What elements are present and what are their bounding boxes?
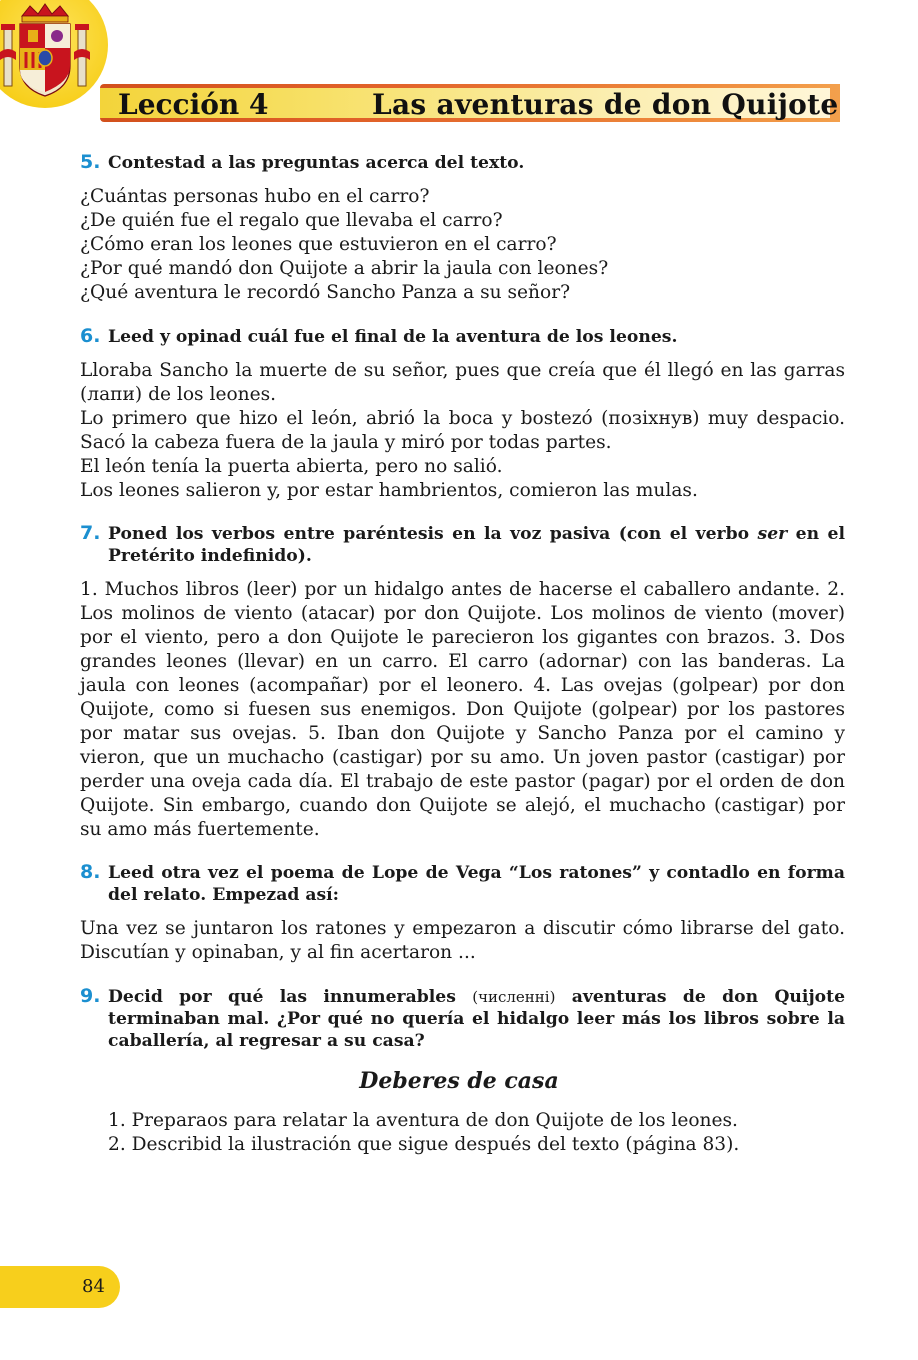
instruction-text: Leed y opinad cuál fue el final de la aventura de los leones.	[108, 327, 678, 347]
paragraph: Lo primero que hizo el león, abrió la boca y bostezó (позіхнув) muy despacio. Sacó la cabeza fuera de la jaula y miró por todas partes.	[80, 408, 845, 453]
instruction-text: Leed otra vez el poema de Lope de Vega “Los ratones” y contadlo en forma del relato. Empezad así:	[108, 863, 845, 905]
question: ¿Qué aventura le recordó Sancho Panza a su señor?	[80, 282, 571, 303]
exercise-5	[80, 152, 845, 305]
question: ¿De quién fue el regalo que llevaba el carro?	[80, 210, 503, 231]
question: ¿Por qué mandó don Quijote a abrir la jaula con leones?	[80, 258, 609, 279]
homework-title: Deberes de casa	[359, 1068, 559, 1094]
question: ¿Cómo eran los leones que estuvieron en el carro?	[80, 234, 557, 255]
exercise-7-text: 1. Muchos libros (leer) por un hidalgo antes de hacerse el caballero andante. 2. Los molinos de viento (atacar) por don Quijote. Los molinos de viento (mover) por el viento, pero a don Quijote le parecieron los gigantes con brazos. 3. Dos grandes leones (llevar) en un carro. El carro (adornar) con las banderas. La jaula con leones (acompañar) por el leonero. 4. Las ovejas (golpear) por don Quijote, como si fuesen sus enemigos. Don Quijote (golpear) por los pastores por matar sus ovejas. 5. Iban don Quijote y Sancho Panza por el camino y vieron, que un muchacho (castigar) por su amo. Un joven pastor (castigar) por perder una oveja cada día. El trabajo de este pastor (pagar) por el orden de don Quijote. Sin embargo, cuando don Quijote se alejó, el muchacho (castigar) por su amo más fuertemente.	[80, 579, 845, 840]
question: ¿Cuántas personas hubo en el carro?	[80, 186, 430, 207]
instruction-text: Decid por qué las innumerables	[108, 987, 473, 1007]
exercise-8-instruction	[80, 862, 845, 906]
homework-item: 1. Preparaos para relatar la aventura de don Quijote de los leones.	[108, 1110, 738, 1131]
exercise-5-instruction	[80, 152, 845, 174]
instruction-text: Contestad a las preguntas acerca del texto.	[108, 153, 525, 173]
instruction-text: aventuras de don Quijote terminaban mal. ¿Por qué no quería el hidalgo leer más los libros sobre la caballería, al regresar a su casa?	[108, 987, 846, 1051]
spain-coat-of-arms-emblem	[0, 0, 108, 108]
exercise-5-questions	[80, 185, 845, 305]
homework-list	[108, 1109, 739, 1157]
lesson-title: Las aventuras de don Quijote	[372, 88, 839, 121]
instruction-text: en el Pretérito indefinido).	[108, 524, 845, 566]
exercise-number: 8.	[80, 861, 101, 883]
page-number: 84	[82, 1276, 105, 1297]
exercise-9-instruction	[80, 986, 845, 1052]
exercise-8	[80, 862, 845, 965]
exercise-8-text: Una vez se juntaron los ratones y empezaron a discutir cómo librarse del gato. Discutían y opinaban, y al fin acertaron ...	[80, 918, 845, 963]
instruction-emphasis: ser	[757, 524, 788, 544]
lesson-number: Lección 4	[118, 88, 269, 121]
instruction-gloss: (численні)	[472, 988, 556, 1006]
exercise-9	[80, 986, 845, 1052]
coat-of-arms-icon	[0, 2, 90, 102]
exercise-number: 9.	[80, 985, 101, 1007]
exercise-6-text	[80, 359, 845, 503]
paragraph: El león tenía la puerta abierta, pero no salió.	[80, 456, 503, 477]
instruction-text: Poned los verbos entre paréntesis en la voz pasiva (con el verbo	[108, 524, 758, 544]
exercise-6	[80, 326, 845, 503]
exercise-number: 6.	[80, 325, 101, 347]
exercise-number: 7.	[80, 522, 101, 544]
homework-item: 2. Describid la ilustración que sigue después del texto (página 83).	[108, 1134, 740, 1155]
exercise-number: 5.	[80, 151, 101, 173]
paragraph: Los leones salieron y, por estar hambrientos, comieron las mulas.	[80, 480, 698, 501]
paragraph: Lloraba Sancho la muerte de su señor, pues que creía que él llegó en las garras (лапи) de los leones.	[80, 360, 845, 405]
exercise-7-instruction	[80, 523, 845, 567]
exercise-6-instruction	[80, 326, 845, 348]
exercise-7	[80, 523, 845, 842]
